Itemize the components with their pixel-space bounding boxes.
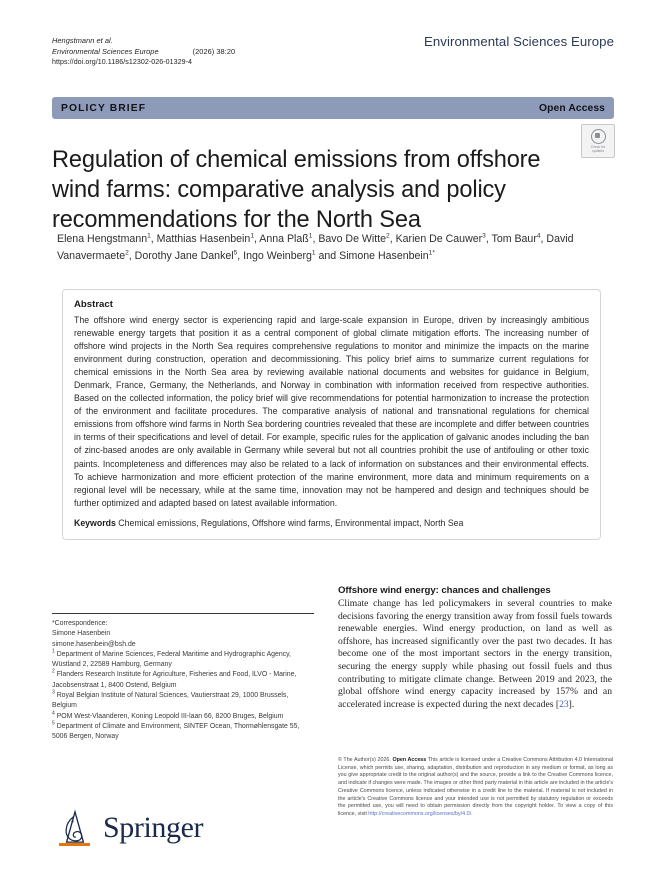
open-access-label: Open Access bbox=[539, 102, 605, 114]
journal-title: Environmental Sciences Europe bbox=[424, 34, 614, 49]
crossmark-line2: updates bbox=[591, 149, 605, 153]
keywords-values: Chemical emissions, Regulations, Offshore wind farms, Environmental impact, North Sea bbox=[118, 517, 464, 528]
section-body: Climate change has led policymakers in several countries to make decisions favoring the energy transition away from fossil fuels towards renewable energies. Wind energy production, on land as well as offshore, has increased significantly over the past two decades. It has become one of the most important sectors in the energy transition, securing the energy supply while phasing out fossil fuels and thus contributing to mitigate climate change. Between 2019 and 2023, the global offshore wind energy capacity increased by 157% and an accelerated increase is expected during the next decades [23]. bbox=[338, 598, 612, 710]
crossmark-line1: Check for bbox=[590, 145, 606, 149]
correspondence-label: *Correspondence: bbox=[52, 620, 108, 627]
keywords-row bbox=[74, 517, 589, 530]
abstract-text: The offshore wind energy sector is experiencing rapid and large-scale expansion in Europe, driven by increasingly ambitious renewable energy targets that position it as a central component of global climate mitigation efforts. The increasing number of offshore wind projects in the North Sea requires comprehensive regulations to monitor and minimize the impacts on the marine environment during construction, operation and decommissioning. This policy brief aims to summarize current regulations for chemical emissions in the North Sea area by reviewing available national documents and websites for guidance in Belgium, Denmark, France, Germany, the Netherlands, and Norway in combination with information received from respective authorities. Based on the collected information, the policy brief will give recommendations for potential harmonization to increase the protection of the environment and facilitate procedures. The comparative analysis of national and transnational regulations for chemical emissions from offshore wind farms in North Sea bordering countries revealed that these are incomplete and differ between countries in terms of their specifications and level of detail. For example, specific rules for the application of galvanic anodes including the ban of zinc-based anodes are only available in Germany while several but not all countries prohibit the use of antifouling or other toxic paints. Incompleteness and differences may also be related to a lack of information on substances and their environmental effects. To achieve harmonization and more efficient protection of the marine environment, more data and minimum requirements on a regional level will be necessary, while at the same time, innovation may not be hampered and design and techniques should be further optimized and adapted based on latest available information. bbox=[74, 315, 589, 508]
article-title: Regulation of chemical emissions from offshore wind farms: comparative analysis and policy recommendations for the North Sea bbox=[52, 146, 541, 233]
section-heading: Offshore wind energy: chances and challenges bbox=[338, 585, 551, 596]
article-type-banner bbox=[52, 97, 614, 119]
correspondence-name: Simone Hasenbein bbox=[52, 630, 111, 638]
running-head-journal: Environmental Sciences Europe bbox=[52, 46, 159, 56]
doi-link[interactable]: https://doi.org/10.1186/s12302-026-01329-4 bbox=[52, 58, 193, 66]
abstract-box bbox=[62, 289, 601, 540]
author-list: Elena Hengstmann$^1$, Matthias Hasenbein$^1$, Anna Plaß$^1$, Bavo De Witte$^2$, Karien De Cauwer$^3$, Tom Baur$^4$, David Vanavermaete$^2$, Dorothy Jane Dankel$^5$, Ingo Weinberg$^1$ and Simone Hasenbein$^{1*}$ bbox=[57, 232, 574, 262]
license-statement: © The Author(s) 2026. Open Access This article is licensed under a Creative Commons Attribution 4.0 International License, which permits use, sharing, adaptation, distribution and reproduction in any medium or format, as long as you give appropriate credit to the original author(s) and the source, provide a link to the Creative Commons licence, and indicate if changes were made. The images or other third party material in this article are included in the article's Creative Commons licence, unless indicated otherwise in a credit line to the material. If material is not included in the article's Creative Commons licence and your intended use is not permitted by statutory regulation or exceeds the permitted use, you will need to obtain permission directly from the copyright holder. To view a copy of this licence, visit http://creativecommons.org/licenses/by/4.0/. bbox=[338, 757, 613, 817]
affiliation-list: $^1$ Department of Marine Sciences, Federal Maritime and Hydrographic Agency, Wüstland 2, 22589 Hamburg, Germany $^2$ Flanders Research Institute for Agriculture, Fisheries and Food, ILVO - Marine, Jacobsenstraat 1, 8400 Ostend, Belgium $^3$ Royal Belgian Institute of Natural Sciences, Vautierstraat 29, 1000 Brussels, Belgium $^4$ POM West-Vlaanderen, Koning Leopold III-laan 66, 8200 Bruges, Belgium $^5$ Department of Climate and Environment, SINTEF Ocean, Thormøhlensgate 55, 5006 Bergen, Norway bbox=[52, 648, 300, 741]
column-divider bbox=[52, 613, 314, 614]
article-type-label: POLICY BRIEF bbox=[61, 102, 147, 114]
springer-logo bbox=[54, 806, 203, 848]
check-for-updates-icon[interactable] bbox=[581, 124, 615, 158]
running-head-authors: Hengstmann et al. bbox=[52, 36, 113, 45]
springer-wordmark: Springer bbox=[103, 811, 204, 844]
crossmark-circle-icon bbox=[591, 129, 606, 144]
introduction-column bbox=[338, 585, 612, 711]
keywords-label: Keywords bbox=[74, 517, 116, 528]
abstract-heading: Abstract bbox=[74, 299, 113, 310]
springer-knight-icon bbox=[54, 806, 96, 848]
running-head bbox=[52, 36, 382, 68]
correspondence-email[interactable]: simone.hasenbein@bsh.de bbox=[52, 640, 136, 648]
correspondence-column bbox=[52, 613, 314, 743]
running-head-journal-row bbox=[52, 47, 382, 58]
springer-accent-bar bbox=[59, 843, 90, 846]
running-head-volume: (2026) 38:20 bbox=[192, 46, 236, 56]
